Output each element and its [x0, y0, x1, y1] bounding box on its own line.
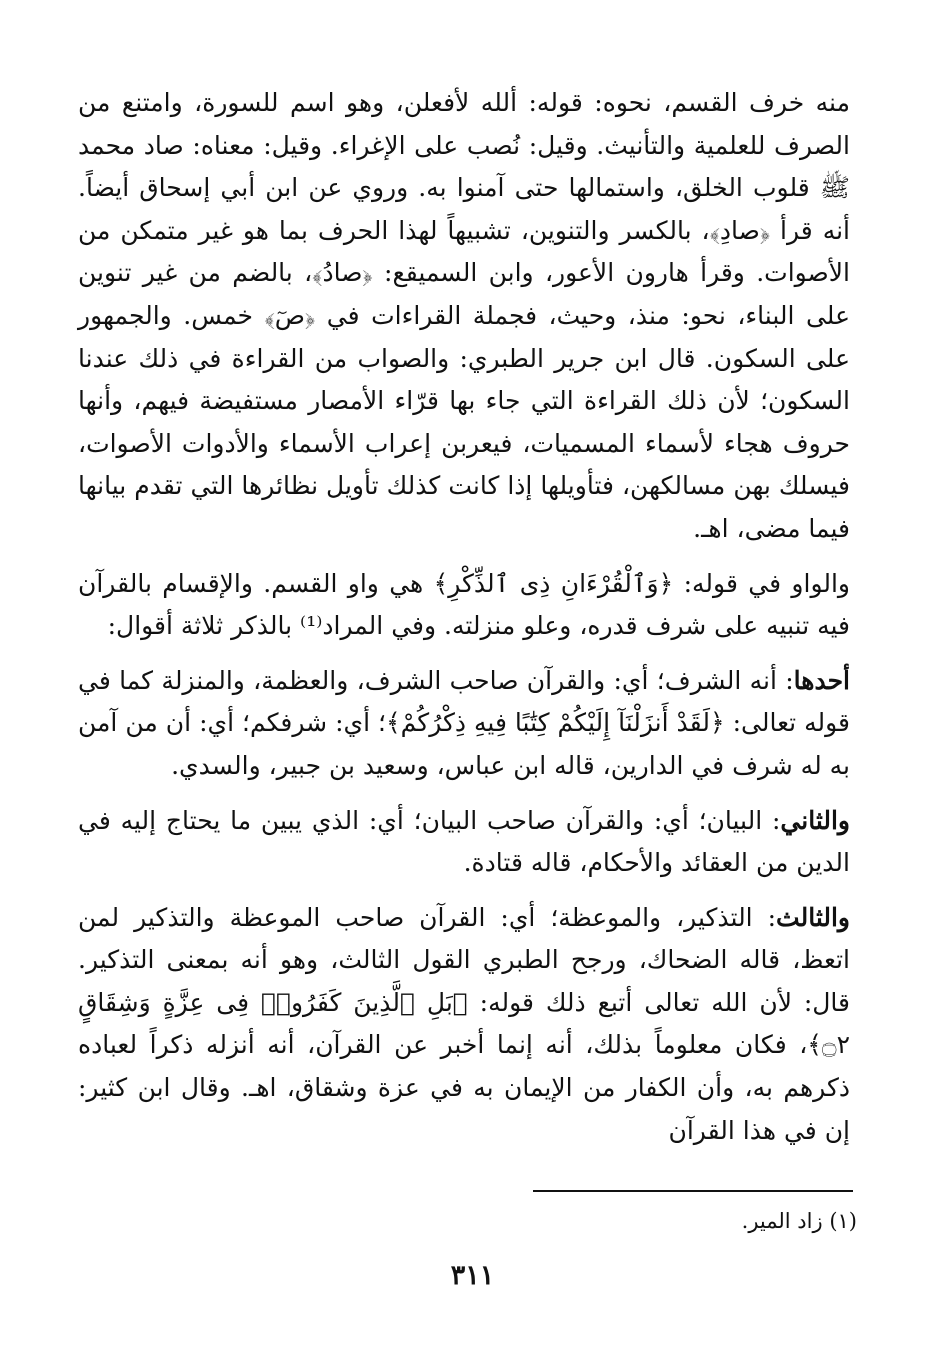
- paragraph-text: منه خرف القسم، نحوه: قوله: ألله لأفعلن، وهو اسم للسورة، وامتنع من الصرف للعلمية والتأنيث. وقيل: نُصب على الإغراء. وقيل: معناه: صاد محمد ﷺ قلوب الخلق، واستمالها حتى آمنوا به. وروي عن ابن أبي إسحاق أيضاً. أنه قرأ ﴿صادِ﴾، بالكسر والتنوين، تشبيهاً لهذا الحرف بما هو غير متمكن من الأصوات. وقرأ هارون الأعور، وابن السميقع: ﴿صادُ﴾، بالضم من غير تنوين على البناء، نحو: منذ، وحيث، فجملة القراءات في ﴿صٓ﴾ خمس. والجمهور على السكون. قال ابن جرير الطبري: والصواب من القراءة في ذلك عندنا السكون؛ لأن ذلك القراءة التي جاء بها قرّاء الأمصار مستفيضة فيهم، وأنها حروف هجاء لأسماء المسميات، فيعربن إعراب الأسماء والأدوات الأصوات، فيسلك بهن مسالكهن، فتأويلها إذا كانت كذلك تأويل نظائرها التي تقدم بيانها فيما مضى، اهـ.: [78, 88, 851, 543]
- paragraph-4: [78, 800, 850, 885]
- paragraph-text: : أنه الشرف؛ أي: والقرآن صاحب الشرف، والعظمة، والمنزلة كما في قوله تعالى: ﴿لَقَدْ أَنزَلْنَآ إِلَيْكُمْ كِتَٰبًا فِيهِ ذِكْرُكُمْ﴾؛ أي: شرفكم؛ أي: أن من آمن به له شرف في الدارين، قاله ابن عباس، وسعيد بن جبير، والسدي.: [78, 665, 850, 780]
- footnote-number: (١): [829, 1209, 857, 1233]
- paragraph-2: [78, 563, 850, 648]
- footnote-text: زاد المير.: [741, 1209, 823, 1233]
- paragraph-3: [78, 660, 850, 788]
- main-text: [78, 82, 850, 1152]
- paragraph-lead: والثالث: [776, 902, 850, 932]
- paragraph-1: [78, 82, 850, 551]
- footnote: [357, 1204, 857, 1238]
- paragraph-5: [78, 897, 850, 1153]
- paragraph-lead: والثاني: [780, 805, 850, 835]
- paragraph-text: والواو في قوله: ﴿وَٱلْقُرْءَانِ ذِى ٱلذِّكْرِ﴾ هي واو القسم. والإقسام بالقرآن فيه تنبيه على شرف قدره، وعلو منزلته. وفي المراد⁽¹⁾ بالذكر ثلاثة أقوال:: [78, 568, 850, 641]
- paragraph-text: : التذكير، والموعظة؛ أي: القرآن صاحب الموعظة والتذكير لمن اتعظ، قاله الضحاك، ورجح الطبري القول الثالث، وهو أنه بمعنى التذكير. قال: لأن الله تعالى أتبع ذلك قوله: ﴿بَلِ ٱلَّذِينَ كَفَرُوا۟ فِى عِزَّةٍ وَشِقَاقٍ ۝٢﴾، فكان معلوماً بذلك، أنه إنما أخبر عن القرآن، أنه أنزله ذكراً لعباده ذكرهم به، وأن الكفار من الإيمان به في عزة وشقاق، اهـ. وقال ابن كثير: إن في هذا القرآن: [78, 902, 850, 1145]
- paragraph-text: : البيان؛ أي: والقرآن صاحب البيان؛ أي: الذي يبين ما يحتاج إليه في الدين من العقائد والأحكام، قاله قتادة.: [78, 805, 850, 878]
- page-number: ٣١١: [450, 1260, 495, 1291]
- paragraph-lead: أحدها: [793, 665, 850, 695]
- footnote-divider: [533, 1190, 853, 1192]
